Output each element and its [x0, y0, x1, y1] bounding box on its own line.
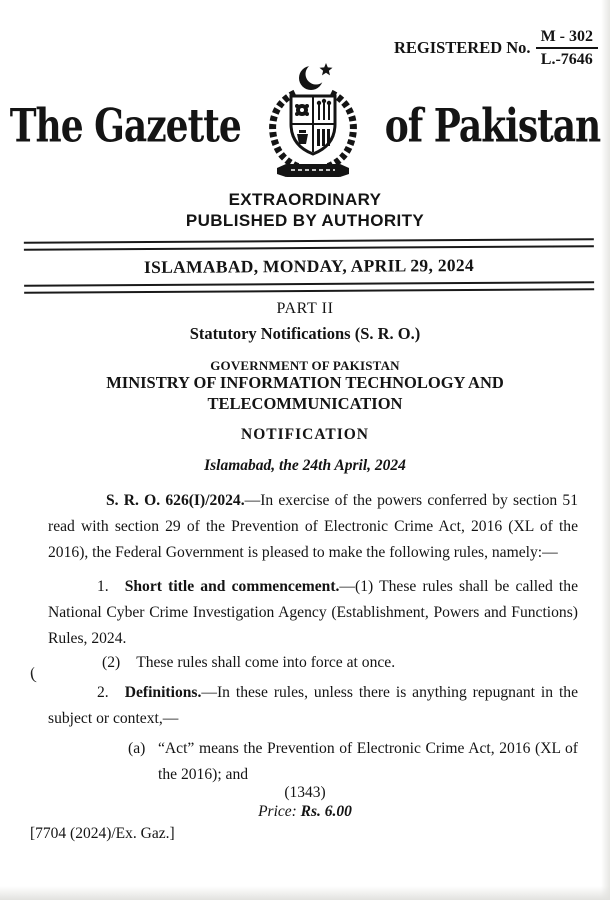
sro-paragraph [48, 488, 578, 566]
government-heading: GOVERNMENT OF PAKISTAN [210, 358, 400, 373]
clause-a-text: “Act” means the Prevention of Electronic Crime Act, 2016 (XL of the 2016); and [158, 740, 578, 783]
sro-lead: S. R. O. 626(I)/2024. [106, 492, 245, 509]
dateline-banner [24, 238, 594, 293]
rule2-lead: Definitions. [124, 684, 202, 701]
rule1-lead: Short title and commencement. [124, 578, 340, 595]
rule1-sub2-text: These rules shall come into force at once. [136, 654, 396, 671]
ministry-heading [0, 372, 610, 414]
price-value: Rs. 6.00 [300, 803, 352, 820]
price-line [0, 803, 610, 821]
published-by-authority: PUBLISHED BY AUTHORITY [185, 211, 425, 230]
registered-denominator: L.-7646 [540, 51, 593, 69]
scan-stray-mark: ( [28, 663, 37, 684]
place-date-line: Islamabad, the 24th April, 2024 [204, 457, 406, 474]
rule2-clause-a [128, 736, 578, 788]
clause-a-number: (a) [128, 740, 146, 757]
registered-label: REGISTERED No. [393, 38, 531, 58]
page-number: (1343) [284, 784, 326, 801]
rule1-sub2-number: (2) [102, 654, 121, 671]
rule1-text: —(1) These rules shall be called the National Cyber Crime Investigation Agency (Establishment, Powers and Functions) Rules, 2024. [48, 578, 578, 647]
part-heading: PART II [276, 300, 334, 317]
rule1-paragraph [48, 574, 578, 652]
edition-label: EXTRAORDINARY [228, 190, 382, 209]
price-label: Price: [258, 803, 297, 820]
registered-numerator: M - 302 [536, 27, 598, 49]
pakistan-emblem-icon [257, 62, 369, 189]
rule1-number: 1. [97, 578, 109, 595]
notification-heading: NOTIFICATION [241, 426, 369, 443]
rule2-text: —In these rules, unless there is anything repugnant in the subject or context,— [48, 684, 578, 727]
rule1-sub2-paragraph [48, 650, 578, 676]
rule2-paragraph [48, 680, 578, 732]
rule2-number: 2. [97, 684, 109, 701]
masthead-title-right: of Pakistan [384, 98, 601, 153]
masthead-title-left: The Gazette [9, 98, 241, 153]
sro-text: —In exercise of the powers conferred by section 51 read with section 29 of the Prevention of Electronic Crime Act, 2016 (XL of the 2016), the Federal Government is pleased to make the following rules, namely:— [48, 492, 578, 561]
ministry-name: MINISTRY OF INFORMATION TECHNOLOGY AND TELECOMMUNICATION [106, 373, 504, 413]
masthead [0, 62, 610, 189]
gazette-reference: [7704 (2024)/Ex. Gaz.] [30, 825, 175, 842]
statutory-notifications-heading: Statutory Notifications (S. R. O.) [189, 324, 421, 343]
dateline-text: ISLAMABAD, MONDAY, APRIL 29, 2024 [143, 254, 475, 278]
